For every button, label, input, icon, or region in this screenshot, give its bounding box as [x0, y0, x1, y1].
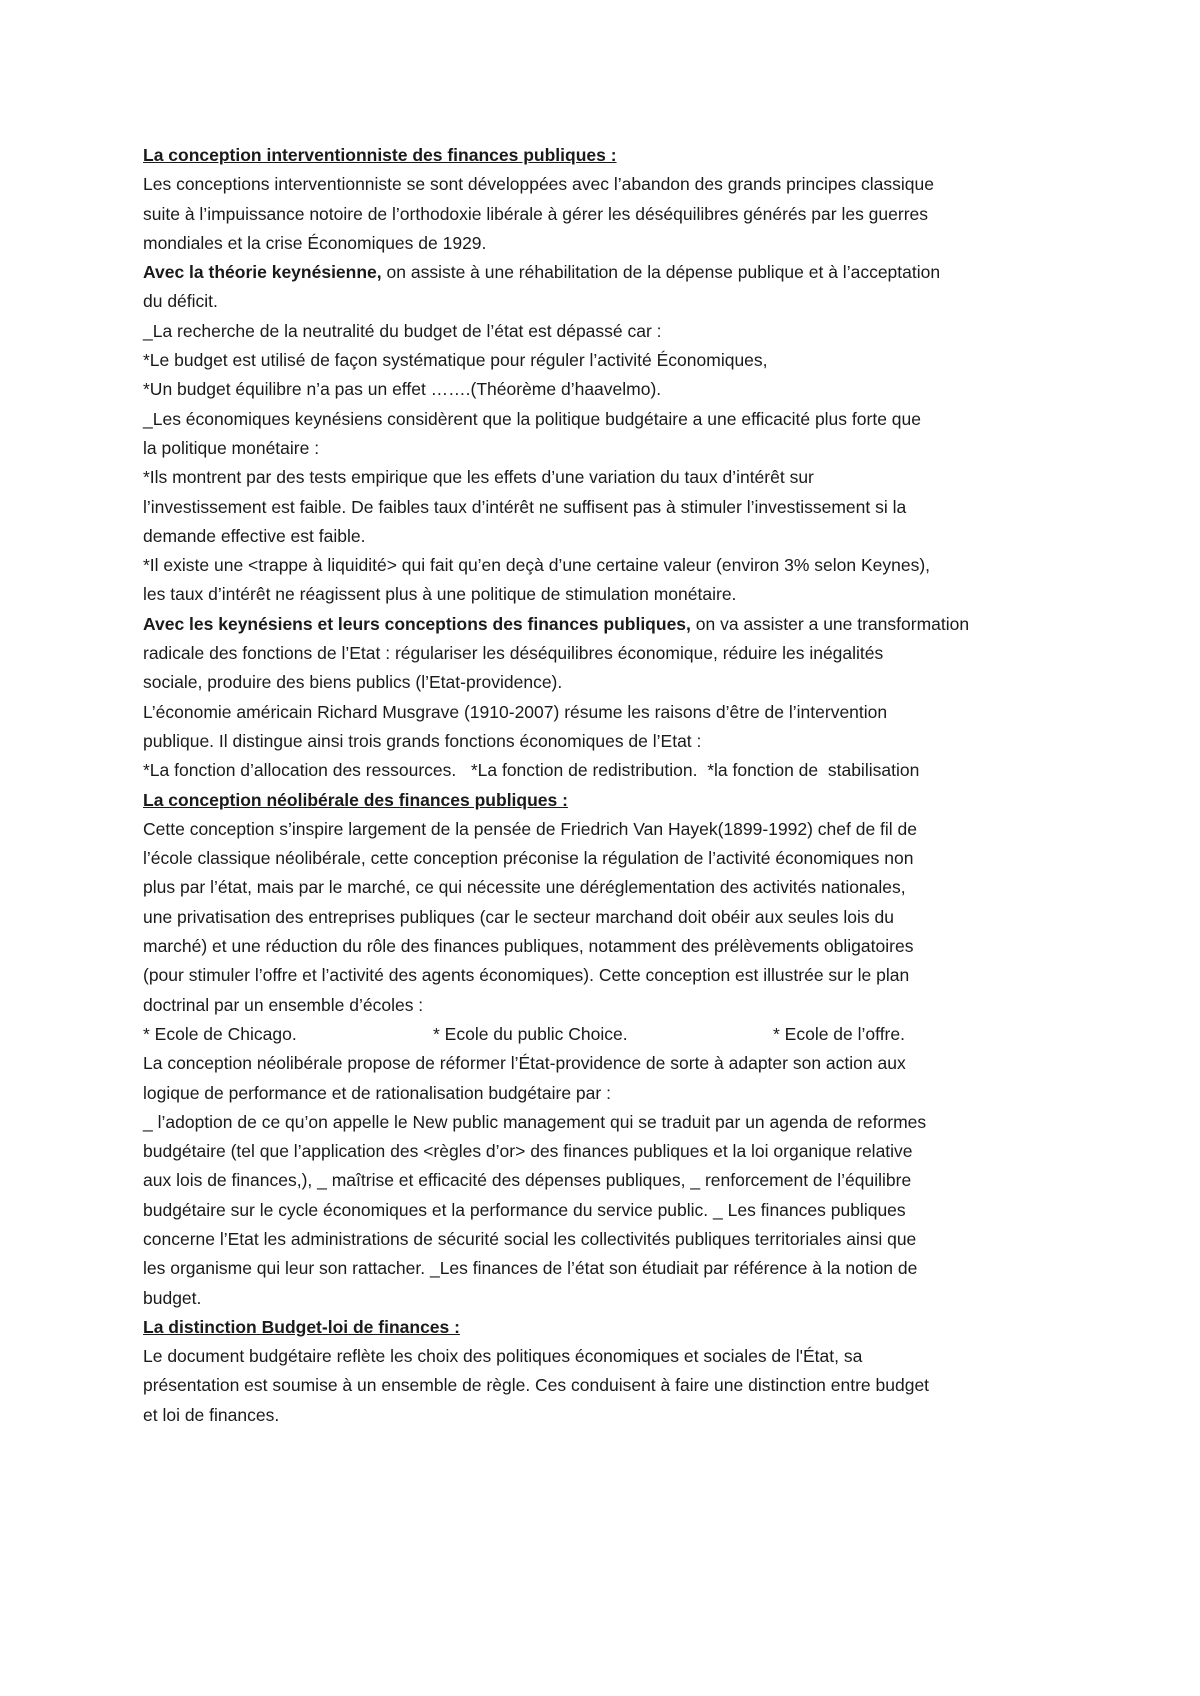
- school-item: * Ecole de l’offre.: [773, 1023, 905, 1044]
- text-line: marché) et une réduction du rôle des finances publiques, notamment des prélèvements obligatoires: [143, 936, 914, 957]
- text-line: budgétaire sur le cycle économiques et la performance du service public. _ Les finances publiques: [143, 1199, 906, 1220]
- text-line: mondiales et la crise Économiques de 1929.: [143, 232, 487, 253]
- text-line: concerne l’Etat les administrations de sécurité social les collectivités publiques territoriales ainsi que: [143, 1228, 917, 1249]
- text-line: publique. Il distingue ainsi trois grands fonctions économiques de l’Etat :: [143, 730, 702, 751]
- text-line: _La recherche de la neutralité du budget de l’état est dépassé car :: [143, 320, 662, 341]
- text-line: aux lois de finances,), _ maîtrise et efficacité des dépenses publiques, _ renforcement de l’équilibre: [143, 1170, 912, 1191]
- section-heading-neoliberale: La conception néolibérale des finances publiques :: [143, 789, 568, 810]
- text-line: doctrinal par un ensemble d’écoles :: [143, 994, 424, 1015]
- text-line: logique de performance et de rationalisation budgétaire par :: [143, 1082, 611, 1103]
- text-line: les taux d’intérêt ne réagissent plus à une politique de stimulation monétaire.: [143, 584, 737, 605]
- text-line: Avec les keynésiens et leurs conceptions des finances publiques, on va assister a une transformation: [143, 613, 970, 634]
- text-line: plus par l’état, mais par le marché, ce qui nécessite une déréglementation des activités nationales,: [143, 877, 906, 898]
- document-body: [143, 141, 1063, 1430]
- text-line: suite à l’impuissance notoire de l’orthodoxie libérale à gérer les déséquilibres générés par les guerres: [143, 203, 929, 224]
- text-line: sociale, produire des biens publics (l’Etat-providence).: [143, 672, 563, 693]
- section-heading-distinction: La distinction Budget-loi de finances :: [143, 1316, 460, 1337]
- school-item: * Ecole du public Choice.: [433, 1023, 628, 1044]
- bullet-line: *Le budget est utilisé de façon systématique pour réguler l’activité Économiques,: [143, 350, 768, 371]
- text-line: une privatisation des entreprises publiques (car le secteur marchand doit obéir aux seules lois du: [143, 906, 894, 927]
- bullet-line: *Un budget équilibre n’a pas un effet …….(Théorème d’haavelmo).: [143, 379, 662, 400]
- text-line: Le document budgétaire reflète les choix des politiques économiques et sociales de l'État, sa: [143, 1346, 863, 1367]
- bullet-line: *Ils montrent par des tests empirique que les effets d’une variation du taux d’intérêt sur: [143, 467, 814, 488]
- text-line: budgétaire (tel que l’application des <règles d’or> des finances publiques et la loi organique relative: [143, 1141, 913, 1162]
- bullet-line: *La fonction d’allocation des ressources. *La fonction de redistribution. *la fonction de stabilisation: [143, 760, 920, 781]
- text-line: radicale des fonctions de l’Etat : régulariser les déséquilibres économique, réduire les inégalités: [143, 643, 884, 664]
- text-line: _ l’adoption de ce qu’on appelle le New public management qui se traduit par un agenda de reformes: [143, 1111, 927, 1132]
- text-line: (pour stimuler l’offre et l’activité des agents économiques). Cette conception est illustrée sur le plan: [143, 965, 910, 986]
- text-line: Avec la théorie keynésienne, on assiste à une réhabilitation de la dépense publique et à l’acceptation: [143, 262, 941, 283]
- text-line: l’école classique néolibérale, cette conception préconise la régulation de l’activité économiques non: [143, 848, 914, 869]
- bullet-line: *Il existe une <trappe à liquidité> qui fait qu’en deçà d’une certaine valeur (environ 3% selon Keynes),: [143, 555, 931, 576]
- text-line: présentation est soumise à un ensemble de règle. Ces conduisent à faire une distinction entre budget: [143, 1375, 930, 1396]
- text-line: _Les économiques keynésiens considèrent que la politique budgétaire a une efficacité plus forte que: [143, 408, 921, 429]
- text-line: budget.: [143, 1287, 202, 1308]
- text-line: l’investissement est faible. De faibles taux d’intérêt ne suffisent pas à stimuler l’investissement si la: [143, 496, 907, 517]
- school-item: * Ecole de Chicago.: [143, 1023, 297, 1044]
- text-line: L’économie américain Richard Musgrave (1910-2007) résume les raisons d’être de l’intervention: [143, 701, 888, 722]
- text-line: demande effective est faible.: [143, 525, 366, 546]
- text-line: et loi de finances.: [143, 1404, 280, 1425]
- text-line: les organisme qui leur son rattacher. _Les finances de l’état son étudiait par référence à la notion de: [143, 1258, 918, 1279]
- text-line: du déficit.: [143, 291, 218, 312]
- text-line: la politique monétaire :: [143, 437, 320, 458]
- bold-phrase: Avec les keynésiens et leurs conceptions des finances publiques,: [143, 613, 691, 634]
- text-line: Cette conception s’inspire largement de la pensée de Friedrich Van Hayek(1899-1992) chef de fil de: [143, 818, 918, 839]
- bold-phrase: Avec la théorie keynésienne,: [143, 262, 382, 283]
- text-line: La conception néolibérale propose de réformer l’État-providence de sorte à adapter son action aux: [143, 1053, 906, 1074]
- section-heading-interventionniste: La conception interventionniste des finances publiques :: [143, 145, 617, 165]
- text-line: Les conceptions interventionniste se sont développées avec l’abandon des grands principes classique: [143, 174, 934, 195]
- schools-line: [143, 1020, 1063, 1049]
